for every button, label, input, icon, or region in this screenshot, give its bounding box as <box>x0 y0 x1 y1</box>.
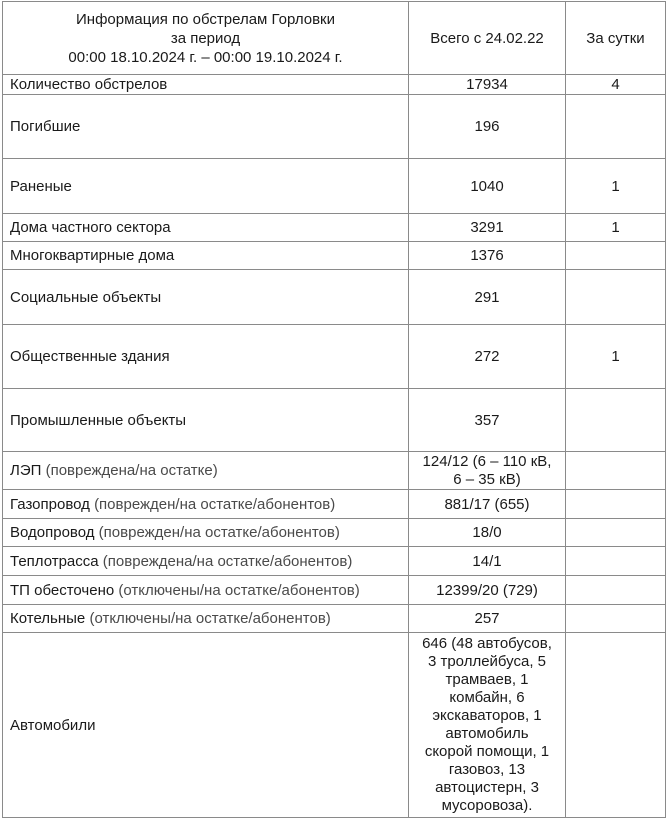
row-sublabel: (отключены/на остатке/абонентов) <box>89 610 331 627</box>
row-day <box>566 95 666 159</box>
row-label <box>3 75 409 95</box>
row-day: 4 <box>566 75 666 95</box>
row-total: 881/17 (655) <box>409 490 566 519</box>
table-row <box>3 452 666 490</box>
table-row <box>3 75 666 95</box>
row-total: 3291 <box>409 214 566 242</box>
row-day <box>566 270 666 325</box>
row-total <box>409 452 566 490</box>
title-line-3: 00:00 18.10.2024 г. – 00:00 19.10.2024 г. <box>68 48 343 66</box>
table-row <box>3 605 666 633</box>
row-total-line: автомобиль <box>445 725 529 742</box>
row-label <box>3 159 409 214</box>
row-total-line: 646 (48 автобусов, <box>422 635 552 652</box>
row-label <box>3 95 409 159</box>
row-day <box>566 519 666 547</box>
row-total: 357 <box>409 389 566 452</box>
row-total-line: 124/12 (6 – 110 кВ, <box>422 452 552 470</box>
row-label-text: ЛЭП <box>10 462 42 479</box>
row-total: 18/0 <box>409 519 566 547</box>
row-sublabel: (отключены/на остатке/абонентов) <box>118 581 360 599</box>
table-row <box>3 242 666 270</box>
row-label-text: ТП обесточено <box>10 581 115 599</box>
table-row <box>3 547 666 576</box>
column-header-day: За сутки <box>566 2 666 75</box>
row-total-line: комбайн, 6 <box>449 689 525 706</box>
row-total: 1376 <box>409 242 566 270</box>
table-row <box>3 576 666 605</box>
row-sublabel: (поврежден/на остатке/абонентов) <box>94 495 336 513</box>
row-total-line: трамваев, 1 <box>445 671 529 688</box>
table-row <box>3 214 666 242</box>
row-total: 17934 <box>409 75 566 95</box>
row-label-text: Дома частного сектора <box>10 219 171 236</box>
table-row <box>3 325 666 389</box>
row-total <box>409 633 566 818</box>
table-row <box>3 159 666 214</box>
row-day <box>566 633 666 818</box>
row-label-text: Социальные объекты <box>10 288 162 306</box>
row-label-text: Газопровод <box>10 495 90 513</box>
row-label <box>3 389 409 452</box>
row-day: 1 <box>566 214 666 242</box>
header-row <box>3 2 666 75</box>
row-total-line: автоцистерн, 3 <box>435 779 539 796</box>
row-day <box>566 389 666 452</box>
row-label-text: Автомобили <box>10 716 96 734</box>
row-total-line: мусоровоза). <box>441 797 533 814</box>
row-sublabel: (повреждена/на остатке) <box>45 462 218 479</box>
row-day <box>566 576 666 605</box>
row-label <box>3 490 409 519</box>
title-line-1: Информация по обстрелам Горловки <box>76 10 335 28</box>
title-line-2: за период <box>170 29 241 47</box>
row-day: 1 <box>566 159 666 214</box>
row-label-text: Общественные здания <box>10 348 170 365</box>
row-label <box>3 633 409 818</box>
row-label-text: Многоквартирные дома <box>10 247 175 264</box>
row-label <box>3 270 409 325</box>
row-label-text: Погибшие <box>10 118 81 135</box>
row-total: 257 <box>409 605 566 633</box>
row-sublabel: (поврежден/на остатке/абонентов) <box>98 524 340 541</box>
row-total: 272 <box>409 325 566 389</box>
row-total-line: 3 троллейбуса, 5 <box>427 653 547 670</box>
row-label-text: Раненые <box>10 177 72 195</box>
table-row <box>3 95 666 159</box>
row-label <box>3 605 409 633</box>
row-label <box>3 519 409 547</box>
row-label-text: Промышленные объекты <box>10 411 187 429</box>
row-sublabel: (повреждена/на остатке/абонентов) <box>102 552 353 570</box>
row-label-text: Теплотрасса <box>10 552 99 570</box>
row-total-line: экскаваторов, 1 <box>432 707 542 724</box>
row-total: 196 <box>409 95 566 159</box>
row-label <box>3 325 409 389</box>
row-label <box>3 547 409 576</box>
column-header-total: Всего с 24.02.22 <box>409 2 566 75</box>
row-label <box>3 452 409 490</box>
row-label-text: Количество обстрелов <box>10 76 168 93</box>
table-row <box>3 519 666 547</box>
shelling-report-table <box>2 1 666 818</box>
row-total-line: скорой помощи, 1 <box>424 743 550 760</box>
report-title <box>3 2 409 75</box>
row-label <box>3 576 409 605</box>
row-total: 12399/20 (729) <box>409 576 566 605</box>
row-label <box>3 214 409 242</box>
row-day <box>566 242 666 270</box>
row-total: 291 <box>409 270 566 325</box>
row-label <box>3 242 409 270</box>
table-row <box>3 633 666 818</box>
table-row <box>3 389 666 452</box>
table-row <box>3 490 666 519</box>
row-label-text: Котельные <box>10 610 86 627</box>
row-total-line: 6 – 35 кВ) <box>453 470 521 488</box>
row-total: 1040 <box>409 159 566 214</box>
row-day <box>566 452 666 490</box>
table-row <box>3 270 666 325</box>
row-day <box>566 547 666 576</box>
row-total: 14/1 <box>409 547 566 576</box>
row-day <box>566 605 666 633</box>
row-day <box>566 490 666 519</box>
row-day: 1 <box>566 325 666 389</box>
row-total-line: газовоз, 13 <box>448 761 526 778</box>
row-label-text: Водопровод <box>10 524 95 541</box>
